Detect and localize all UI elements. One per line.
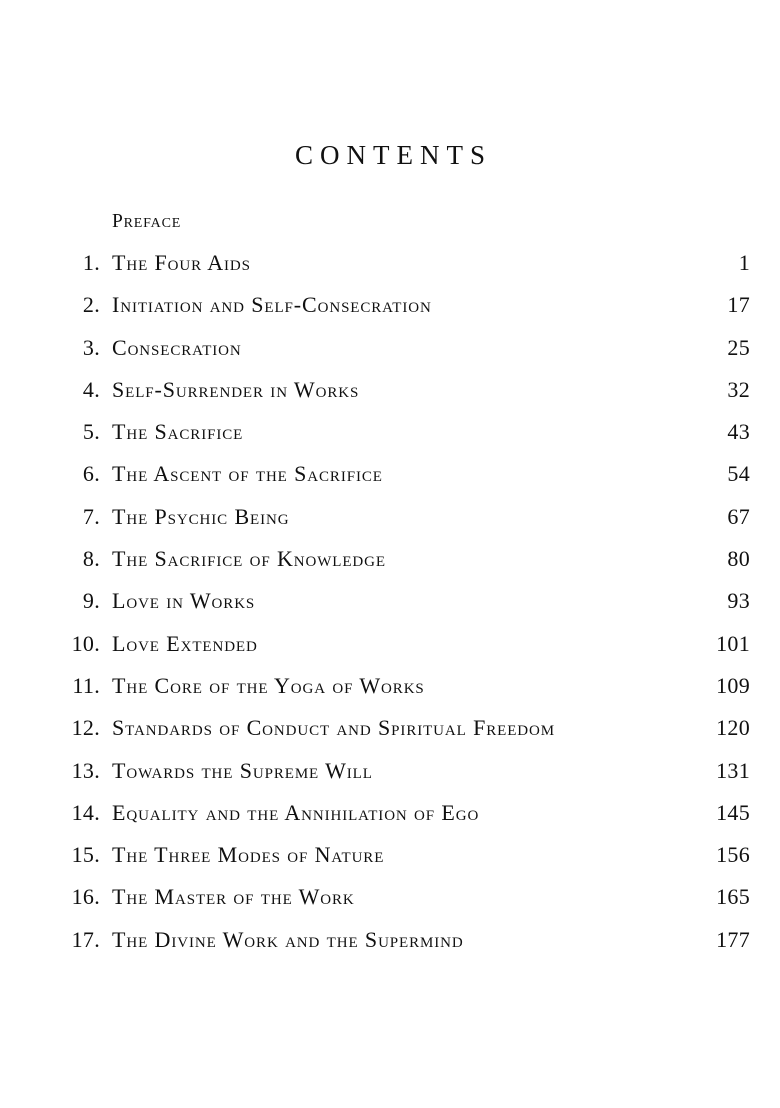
toc-entry[interactable] [44, 757, 750, 802]
toc-entry-title[interactable]: The Divine Work and the Supermind [112, 926, 464, 952]
toc-entry[interactable] [44, 421, 750, 463]
toc-entry-number: 4. [82, 376, 100, 402]
toc-entry-title[interactable]: The Master of the Work [112, 884, 355, 910]
toc-entry-number: 11. [72, 672, 100, 698]
toc-entry-page-number: 156 [716, 842, 750, 868]
toc-entry-title[interactable]: The Three Modes of Nature [112, 842, 385, 868]
toc-entry-title[interactable]: Love Extended [112, 630, 258, 656]
toc-entry-number: 17. [71, 926, 100, 952]
toc-entry-title[interactable]: The Psychic Being [112, 503, 290, 529]
toc-entry-page-number: 177 [716, 926, 750, 952]
toc-entry-title[interactable]: Consecration [112, 334, 242, 360]
toc-entry-number: 2. [82, 292, 100, 318]
toc-entry-page-number: 145 [716, 799, 750, 825]
toc-entry-number: 5. [82, 419, 100, 445]
page-title: CONTENTS [295, 140, 492, 170]
toc-entry-page-number: 25 [727, 334, 750, 360]
toc-entry-page-number: 80 [727, 546, 750, 572]
toc-entry-number: 6. [82, 461, 100, 487]
toc-entry-title[interactable]: Self-Surrender in Works [112, 376, 360, 402]
toc-entry-number: 13. [71, 757, 100, 783]
toc-entry[interactable] [44, 212, 750, 252]
toc-entry-title[interactable]: Initiation and Self-Consecration [112, 292, 432, 318]
toc-entry-title[interactable]: Equality and the Annihilation of Ego [112, 799, 480, 825]
toc-entry-title[interactable]: The Sacrifice of Knowledge [112, 546, 386, 572]
toc-entry-number: 8. [82, 546, 100, 572]
toc-entry-title[interactable]: Love in Works [112, 588, 256, 614]
toc-entry[interactable] [44, 717, 750, 759]
toc-entry-page-number: 32 [727, 376, 750, 402]
toc-entry-page-number: 17 [727, 292, 750, 318]
toc-entry[interactable] [44, 294, 750, 336]
toc-entry-page-number: 120 [716, 715, 750, 741]
toc-entry-title[interactable]: The Sacrifice [112, 419, 244, 445]
toc-entry[interactable] [44, 886, 750, 928]
toc-entry-number: 7. [82, 503, 100, 529]
toc-entry-page-number: 1 [738, 250, 750, 275]
toc-entry-number: 3. [82, 334, 100, 360]
toc-entry[interactable] [44, 376, 750, 421]
toc-entry-page-number: 165 [716, 884, 750, 910]
toc-entry-title[interactable]: Standards of Conduct and Spiritual Freedom [112, 715, 555, 741]
toc-entry-number: 16. [71, 884, 100, 910]
toc-entry-page-number: 67 [727, 503, 750, 529]
toc-entry-page-number: 54 [727, 461, 750, 487]
toc-entry-title[interactable]: Towards the Supreme Will [112, 757, 373, 783]
toc-entry[interactable] [44, 463, 750, 505]
toc-entry[interactable] [44, 548, 750, 590]
toc-entry-number: 14. [71, 799, 100, 825]
toc-entry-number: 15. [71, 842, 100, 868]
toc-entry-page-number: 131 [716, 757, 750, 783]
toc-entry[interactable] [44, 844, 750, 886]
toc-entry[interactable] [44, 630, 750, 675]
toc-entry-title[interactable]: The Ascent of the Sacrifice [112, 461, 383, 487]
toc-entry[interactable] [44, 926, 750, 971]
toc-entry-page-number: 101 [716, 630, 750, 656]
toc-entry[interactable] [44, 252, 750, 294]
toc-entry-page-number: 93 [727, 588, 750, 614]
toc-entry-number: 10. [71, 630, 100, 656]
toc-entry[interactable] [44, 334, 750, 379]
toc-entry-page-number: 43 [727, 419, 750, 445]
toc-entry-title[interactable]: The Core of the Yoga of Works [112, 672, 425, 698]
toc-entry[interactable] [44, 503, 750, 548]
toc-entry-page-number: 109 [716, 672, 750, 698]
toc-entry-title[interactable]: Preface [112, 211, 182, 232]
toc-entry-title[interactable]: The Four Aids [112, 250, 251, 275]
toc-entry-number: 1. [82, 250, 100, 275]
table-of-contents [44, 212, 750, 971]
toc-entry-number: 12. [71, 715, 100, 741]
toc-entry[interactable] [44, 590, 750, 632]
toc-entry[interactable] [44, 799, 750, 844]
toc-entry[interactable] [44, 672, 750, 717]
toc-entry-number: 9. [82, 588, 100, 614]
